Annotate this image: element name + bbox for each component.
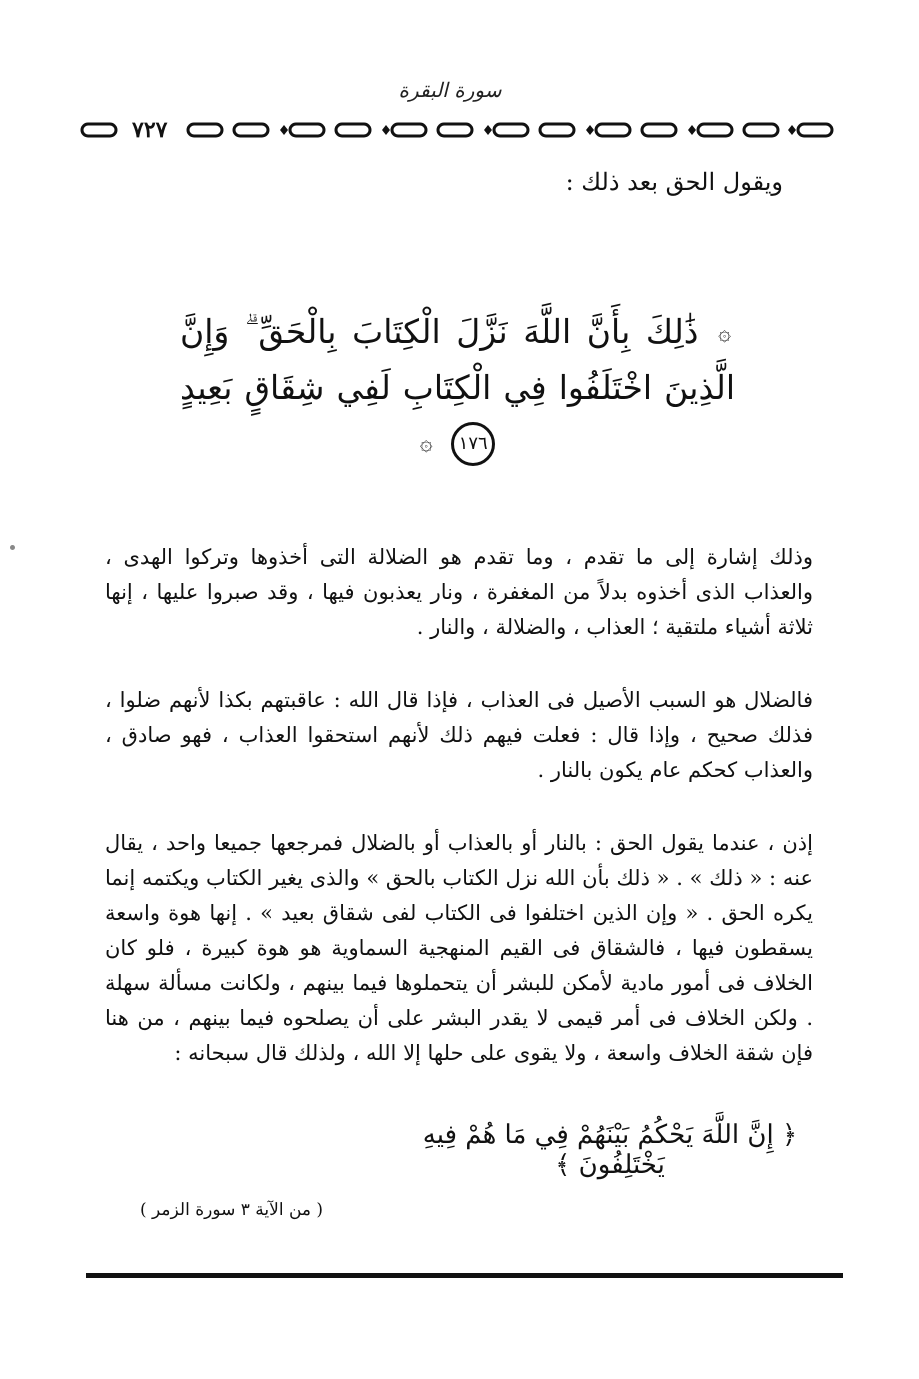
ayah-number-badge: ١٧٦ <box>451 422 495 466</box>
bottom-rule <box>86 1273 843 1278</box>
surah-title: سورة البقرة <box>398 78 502 102</box>
paragraph-2: فالضلال هو السبب الأصيل فى العذاب ، فإذا قال الله : عاقبتهم بكذا لأنهم ضلوا ، فذلك صحيح ، وإذا قال : فعلت فيهم ذلك لأنهم استحقوا العذاب ، فهو صادق ، والعذاب كحكم عام يكون بالنار . <box>105 688 813 782</box>
quoted-verse: ﴿ إِنَّ اللَّهَ يَحْكُمُ بَيْنَهُمْ فِي مَا هُمْ فِيهِ يَخْتَلِفُونَ ﴾ <box>422 1120 798 1180</box>
page-number: ٧٢٧ <box>128 116 171 144</box>
verse-ornament-open-icon: ۞ <box>718 321 731 346</box>
scan-speck <box>10 545 15 550</box>
intro-line: ويقول الحق بعد ذلك : <box>565 168 783 196</box>
verse-text: ذَٰلِكَ بِأَنَّ اللَّهَ نَزَّلَ الْكِتَابَ بِالْحَقِّ ۗ وَإِنَّ الَّذِينَ اخْتَلَفُوا فِي الْكِتَابِ لَفِي شِقَاقٍ بَعِيدٍ <box>180 312 735 407</box>
verse-source: ( من الآية ٣ سورة الزمر ) <box>140 1200 324 1220</box>
paragraph-1: وذلك إشارة إلى ما تقدم ، وما تقدم هو الضلالة التى أخذوها وتركوا الهدى ، والعذاب الذى أخذوه بدلاً من المغفرة ، ونار يعذبون فيها ، وقد صبروا عليها ، إنها ثلاثة أشياء ملتقية ؛ العذاب ، والضلالة ، والنار . <box>105 545 813 639</box>
verse-ornament-close-icon: ۞ <box>419 431 433 456</box>
paragraph-3: إذن ، عندما يقول الحق : بالنار أو بالعذاب أو بالضلال فمرجعها جميعا واحد ، يقال عنه : « ذلك » . « ذلك بأن الله نزل الكتاب بالحق » والذى يغير الكتاب ويكتمه إنما يكره الحق . « وإن الذين اختلفوا فى الكتاب لفى شقاق بعيد » . إنها هوة واسعة يسقطون فيها ، فالشقاق فى القيم المنهجية السماوية هو هوة كبيرة ، فلو كان الخلاف فى أمور مادية لأمكن للبشر أن يتحملوها فيما بينهم ، ولكانت مسألة سهلة . ولكن الخلاف فى أمر قيمى لا يقدر البشر على أن يصلحوه فيما بينهم ، من هنا فإن شقة الخلاف واسعة ، ولا يقوى على حلها إلا الله ، ولذلك قال سبحانه : <box>105 831 813 1065</box>
quran-verse <box>180 305 735 471</box>
ornamental-header-rule <box>78 116 840 144</box>
